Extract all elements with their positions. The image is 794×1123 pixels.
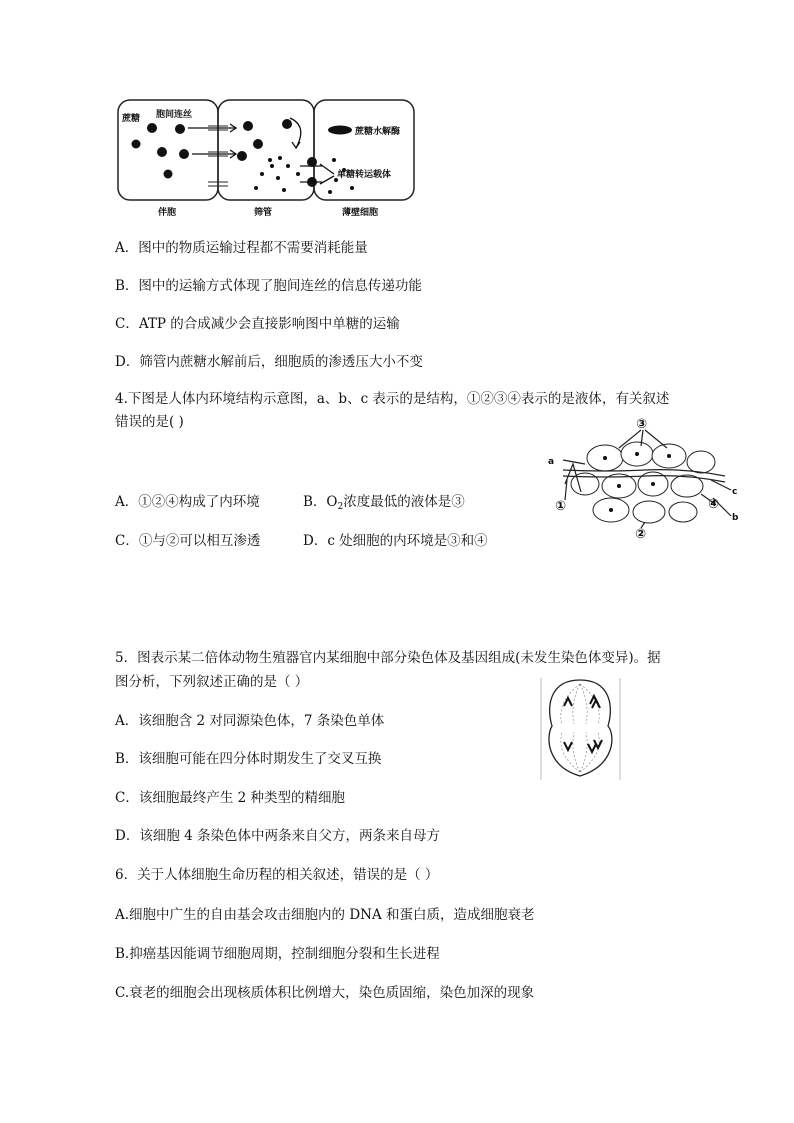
label-companion-cell: 伴胞	[158, 208, 177, 218]
q6-stem: 6．关于人体细胞生命历程的相关叙述，错误的是（ ）	[115, 867, 439, 883]
label-fluid-4: ④	[708, 497, 720, 512]
q5-stem-line1: 5．图表示某二倍体动物生殖器官内某细胞中部分染色体及基因组成(未发生染色体变异)。据	[115, 650, 661, 666]
q5-option-b: B．该细胞可能在四分体时期发生了交叉互换	[115, 751, 382, 767]
label-a: a	[548, 457, 555, 467]
label-fluid-1: ①	[555, 499, 567, 514]
q4-option-b-suffix: 浓度最低的液体是③	[343, 494, 465, 510]
q5-option-d: D．该细胞 4 条染色体中两条来自父方，两条来自母方	[115, 828, 440, 844]
q4-option-a: A．①②④构成了内环境	[115, 494, 260, 510]
q4-option-c: C．①与②可以相互渗透	[115, 533, 261, 549]
label-b: b	[732, 513, 739, 523]
q4-option-b-prefix: B．O	[303, 494, 338, 510]
q4-stem-line1: 4.下图是人体内环境结构示意图，a、b、c 表示的是结构，①②③④表示的是液体，有关叙述	[115, 391, 670, 407]
q6-option-c: C.衰老的细胞会出现核质体积比例增大，染色质固缩，染色加深的现象	[115, 985, 535, 1001]
label-fluid-2: ②	[635, 527, 647, 542]
label-sucrase: 蔗糖水解酶	[355, 127, 401, 137]
dividing-cell-figure	[540, 676, 622, 782]
q5-option-a: A．该细胞含 2 对同源染色体，7 条染色单体	[115, 713, 385, 729]
q4-option-b-sub: 2	[337, 502, 344, 512]
label-sieve-tube: 筛管	[254, 208, 273, 218]
label-sucrose: 蔗糖	[122, 114, 141, 124]
label-parenchyma: 薄壁细胞	[342, 208, 379, 218]
q3-option-b: B．图中的运输方式体现了胞间连丝的信息传递功能	[115, 278, 422, 294]
q3-option-a: A．图中的物质运输过程都不需要消耗能量	[115, 240, 368, 256]
label-plasmodesmata: 胞间连丝	[156, 110, 193, 120]
label-fluid-3: ③	[636, 417, 648, 432]
q3-option-c: C．ATP 的合成减少会直接影响图中单糖的运输	[115, 316, 400, 332]
q3-option-d: D．筛管内蔗糖水解前后，细胞质的渗透压大小不变	[115, 354, 423, 370]
q4-stem-line2: 错误的是( )	[115, 414, 184, 430]
sucrose-transport-figure	[112, 96, 422, 221]
q6-option-a: A.细胞中广生的自由基会攻击细胞内的 DNA 和蛋白质，造成细胞衰老	[115, 907, 535, 923]
q4-option-d: D．c 处细胞的内环境是③和④	[303, 533, 488, 549]
q5-stem-line2: 图分析，下列叙述正确的是（ ）	[115, 674, 309, 690]
q5-option-c: C．该细胞最终产生 2 种类型的精细胞	[115, 790, 346, 806]
internal-environment-figure	[545, 414, 745, 542]
label-transporter: 单糖转运载体	[337, 170, 392, 180]
label-c: c	[732, 487, 738, 497]
q6-option-b: B.抑癌基因能调节细胞周期，控制细胞分裂和生长进程	[115, 946, 440, 962]
q4-option-b	[303, 492, 465, 517]
